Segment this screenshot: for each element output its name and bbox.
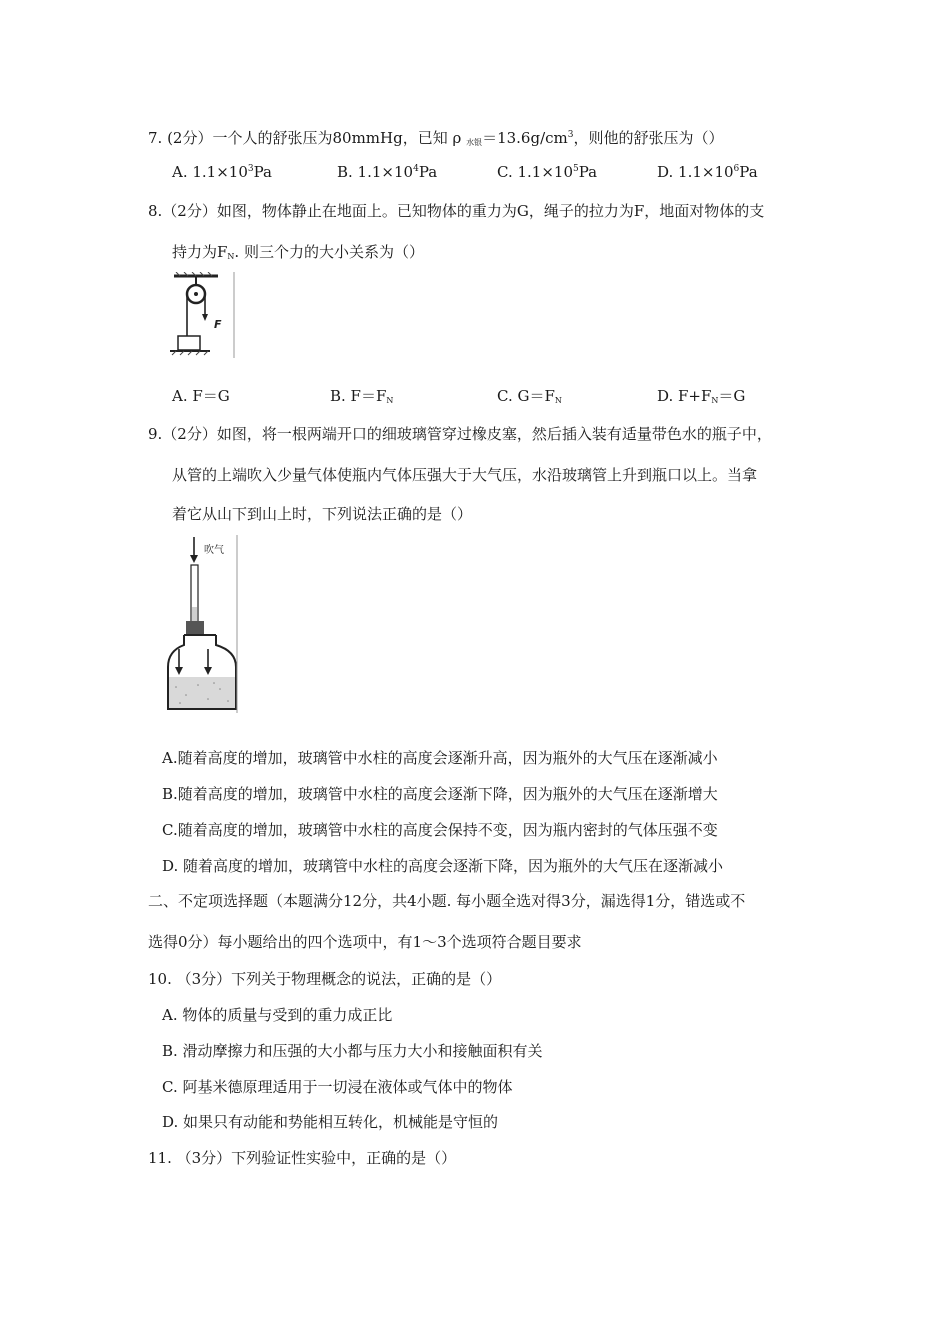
- pulley-figure: [166, 272, 238, 360]
- section-2-heading-line-1: 二、不定项选择题（本题满分12分，共4小题. 每小题全选对得3分，漏选得1分，错选或不: [148, 892, 746, 910]
- blow-label: 吹气: [204, 545, 224, 556]
- q10-option-c: C. 阿基米德原理适用于一切浸在液体或气体中的物体: [162, 1078, 513, 1096]
- q10-option-a: A. 物体的质量与受到的重力成正比: [162, 1006, 393, 1024]
- rho-subscript: 水银: [466, 138, 483, 147]
- question-8-line-1: 8.（2分）如图，物体静止在地面上。已知物体的重力为G，绳子的拉力为F，地面对物体的支: [148, 202, 765, 220]
- question-10-stem: 10. （3分）下列关于物理概念的说法，正确的是（）: [148, 970, 502, 988]
- bottle-figure: [164, 535, 240, 715]
- q9-option-d: D. 随着高度的增加，玻璃管中水柱的高度会逐渐下降，因为瓶外的大气压在逐渐减小: [162, 857, 724, 875]
- q8-option-d: D. F+FN＝G: [657, 387, 746, 405]
- q7-option-d: D. $1.1\times 10^6Pa$: [657, 163, 758, 181]
- q10-option-b: B. 滑动摩擦力和压强的大小都与压力大小和接触面积有关: [162, 1042, 543, 1060]
- section-2-heading-line-2: 选得0分）每小题给出的四个选项中，有1～3个选项符合题目要求: [148, 933, 582, 951]
- q9-option-c: C.随着高度的增加，玻璃管中水柱的高度会保持不变，因为瓶内密封的气体压强不变: [162, 821, 718, 839]
- q7-option-c: C. $1.1\times 10^5Pa$: [497, 163, 598, 181]
- question-11-stem: 11. （3分）下列验证性实验中，正确的是（）: [148, 1149, 457, 1167]
- force-f-label: F: [214, 318, 222, 331]
- question-9-line-3: 着它从山下到山上时，下列说法正确的是（）: [172, 505, 473, 523]
- q8-option-c: C. G＝FN: [497, 387, 562, 405]
- question-9-line-2: 从管的上端吹入少量气体使瓶内气体压强大于大气压，水沿玻璃管上升到瓶口以上。当拿: [172, 466, 758, 484]
- q8-option-a: A. F＝G: [172, 387, 230, 405]
- q9-option-a: A.随着高度的增加，玻璃管中水柱的高度会逐渐升高，因为瓶外的大气压在逐渐减小: [162, 749, 718, 767]
- q10-option-d: D. 如果只有动能和势能相互转化，机械能是守恒的: [162, 1113, 499, 1131]
- q8-option-b: B. F＝FN: [330, 387, 394, 405]
- q7-option-a: A. $1.1\times 10^3Pa$: [172, 163, 272, 181]
- question-9-line-1: 9.（2分）如图，将一根两端开口的细玻璃管穿过橡皮塞，然后插入装有适量带色水的瓶子中，: [148, 425, 772, 443]
- q7-option-b: B. $1.1\times 10^4Pa$: [337, 163, 438, 181]
- question-8-line-2: 持力为FN. 则三个力的大小关系为（）: [172, 243, 424, 261]
- q9-option-b: B.随着高度的增加，玻璃管中水柱的高度会逐渐下降，因为瓶外的大气压在逐渐增大: [162, 785, 718, 803]
- question-7-stem: 7. (2分）一个人的舒张压为80mmHg，已知 ρ 水银$=13.6g/cm^3$，则他的舒张压为（）: [148, 129, 724, 147]
